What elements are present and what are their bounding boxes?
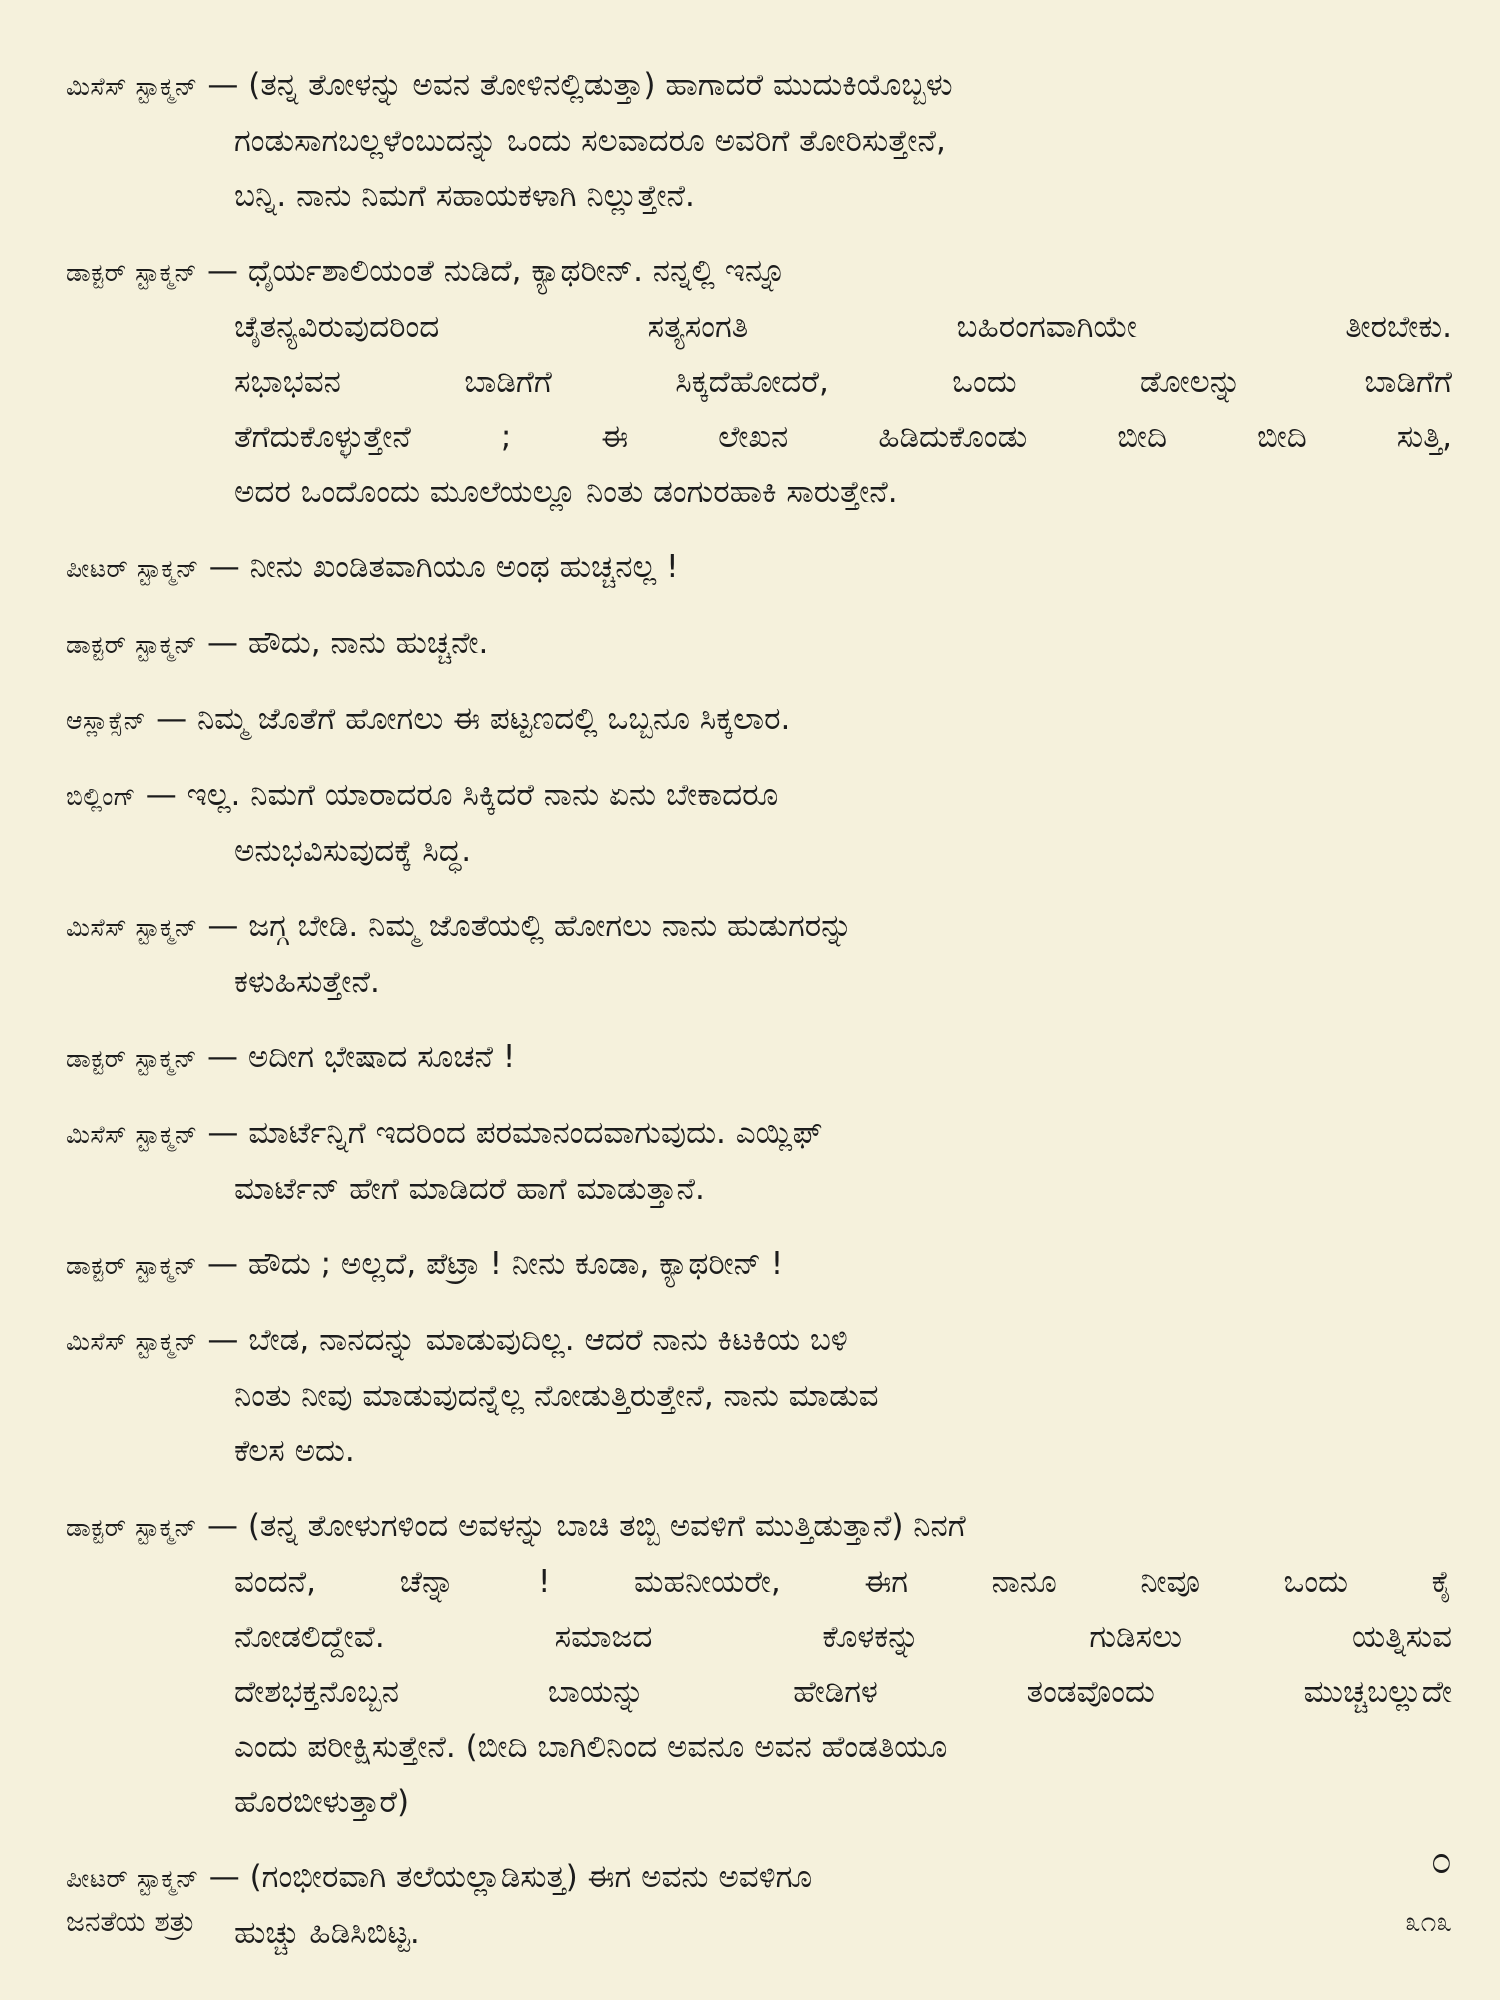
dialogue-first-line: [66, 1106, 1452, 1162]
speech-text: — (ತನ್ನ ತೋಳುಗಳಿಂದ ಅವಳನ್ನು ಬಾಚಿ ತಬ್ಬಿ ಅವಳಿಗೆ ಮುತ್ತಿಡುತ್ತಾನೆ) ನಿನಗೆ: [206, 1508, 966, 1544]
speaker-name: ಡಾಕ್ಟರ್ ಸ್ಟಾಕ್ಮನ್: [66, 1513, 198, 1542]
speech-continuation-line: ವಂದನೆ, ಚೆನ್ನಾ ! ಮಹನೀಯರೇ, ಈಗ ನಾನೂ ನೀವೂ ಒಂದು ಕೈ: [234, 1564, 1452, 1600]
speech-text: — (ತನ್ನ ತೋಳನ್ನು ಅವನ ತೋಳಿನಲ್ಲಿಡುತ್ತಾ) ಹಾಗಾದರೆ ಮುದುಕಿಯೊಬ್ಬಳು: [207, 67, 953, 103]
speech-text: — ನಿಮ್ಮ ಜೊತೆಗೆ ಹೋಗಲು ಈ ಪಟ್ಟಣದಲ್ಲಿ ಒಬ್ಬನೂ ಸಿಕ್ಕಲಾರ.: [156, 701, 791, 737]
speech-continuation-line: ಬನ್ನಿ. ನಾನು ನಿಮಗೆ ಸಹಾಯಕಳಾಗಿ ನಿಲ್ಲುತ್ತೇನೆ.: [234, 178, 695, 214]
speech-continuation-line: ಹುಚ್ಚು ಹಿಡಿಸಿಬಿಟ್ಟ.: [234, 1915, 420, 1951]
dialogue-first-line: [66, 1313, 1452, 1369]
speech-text: — ಹೌದು, ನಾನು ಹುಚ್ಚನೇ.: [206, 625, 489, 661]
speech-continuation-line: ಎಂದು ಪರೀಕ್ಷಿಸುತ್ತೇನೆ. (ಬೀದಿ ಬಾಗಿಲಿನಿಂದ ಅವನೂ ಅವನ ಹೆಂಡತಿಯೂ: [234, 1729, 948, 1765]
end-of-scene-mark: ೦: [1430, 1838, 1452, 1882]
speaker-name: ಡಾಕ್ಟರ್ ಸ್ಟಾಕ್ಮನ್: [66, 630, 198, 659]
speech-continuation-line: ಅದರ ಒಂದೊಂದು ಮೂಲೆಯಲ್ಲೂ ನಿಂತು ಡಂಗುರಹಾಕಿ ಸಾರುತ್ತೇನೆ.: [234, 474, 898, 510]
speaker-name: ಆಸ್ಲಾಕ್ಸೆನ್: [66, 706, 147, 735]
dialogue-entry: [66, 768, 1452, 879]
page-number: ೩೧೩: [1404, 1905, 1452, 1938]
dialogue-first-line: [66, 692, 1452, 748]
dialogue-entry: [66, 616, 1452, 672]
speech-text: — ಇಲ್ಲ. ನಿಮಗೆ ಯಾರಾದರೂ ಸಿಕ್ಕಿದರೆ ನಾನು ಏನು ಬೇಕಾದರೂ: [145, 777, 779, 813]
speech-continuation-line: ಕೆಲಸ ಅದು.: [234, 1433, 355, 1469]
speech-continuation-line: ನಿಂತು ನೀವು ಮಾಡುವುದನ್ನೆಲ್ಲ ನೋಡುತ್ತಿರುತ್ತೇನೆ, ನಾನು ಮಾಡುವ: [234, 1378, 879, 1414]
dialogue-first-line: [66, 1030, 1452, 1086]
speech-text: — ಜಗ್ಗ ಬೇಡಿ. ನಿಮ್ಮ ಜೊತೆಯಲ್ಲಿ ಹೋಗಲು ನಾನು ಹುಡುಗರನ್ನು: [207, 908, 853, 944]
speaker-name: ಮಿಸೆಸ್ ಸ್ಟಾಕ್ಮನ್: [66, 913, 198, 942]
speaker-name: ಪೀಟರ್ ಸ್ಟಾಕ್ಮನ್: [66, 554, 199, 583]
speaker-name: ಮಿಸೆಸ್ ಸ್ಟಾಕ್ಮನ್: [66, 72, 198, 101]
dialogue-entry: [66, 1237, 1452, 1293]
speech-text: — ಧೈರ್ಯಶಾಲಿಯಂತೆ ನುಡಿದೆ, ಕ್ಯಾಥರೀನ್. ನನ್ನಲ್ಲಿ ಇನ್ನೂ: [206, 253, 787, 289]
speech-continuation-line: ಸಭಾಭವನ ಬಾಡಿಗೆಗೆ ಸಿಕ್ಕದೆಹೋದರೆ, ಒಂದು ಡೋಲನ್ನು ಬಾಡಿಗೆಗೆ: [234, 364, 1452, 400]
speaker-name: ಬಿಲ್ಲಿಂಗ್: [66, 782, 136, 811]
dialogue-first-line: [66, 540, 1452, 596]
dialogue-first-line: [66, 1237, 1452, 1293]
speech-text: — ಮಾರ್ಟೆನ್ನಿಗೆ ಇದರಿಂದ ಪರಮಾನಂದವಾಗುವುದು. ಎಯ್ಲಿಫ್: [207, 1115, 823, 1151]
speech-text: — ನೀನು ಖಂಡಿತವಾಗಿಯೂ ಅಂಥ ಹುಚ್ಚನಲ್ಲ !: [208, 549, 679, 585]
speech-continuation-line: ಅನುಭವಿಸುವುದಕ್ಕೆ ಸಿದ್ಧ.: [234, 833, 472, 869]
speaker-name: ಮಿಸೆಸ್ ಸ್ಟಾಕ್ಮನ್: [66, 1327, 198, 1356]
play-dialogue: [66, 58, 1452, 1961]
dialogue-entry: [66, 540, 1452, 596]
speech-text: — ಹೌದು ; ಅಲ್ಲದೆ, ಪೆಟ್ರಾ ! ನೀನು ಕೂಡಾ, ಕ್ಯಾಥರೀನ್ !: [206, 1246, 784, 1282]
speech-continuation-line: ಹೊರಬೀಳುತ್ತಾರೆ): [234, 1784, 410, 1820]
speech-continuation-line: ಮಾರ್ಟೆನ್ ಹೇಗೆ ಮಾಡಿದರೆ ಹಾಗೆ ಮಾಡುತ್ತಾನೆ.: [234, 1171, 705, 1207]
speaker-name: ಮಿಸೆಸ್ ಸ್ಟಾಕ್ಮನ್: [66, 1120, 198, 1149]
dialogue-entry: [66, 1313, 1452, 1479]
speech-continuation-line: ಚೈತನ್ಯವಿರುವುದರಿಂದ ಸತ್ಯಸಂಗತಿ ಬಹಿರಂಗವಾಗಿಯೇ ತೀರಬೇಕು.: [234, 309, 1452, 345]
speaker-name: ಡಾಕ್ಟರ್ ಸ್ಟಾಕ್ಮನ್: [66, 1251, 198, 1280]
speaker-name: ಪೀಟರ್ ಸ್ಟಾಕ್ಮನ್: [66, 1864, 199, 1893]
dialogue-entry: [66, 1106, 1452, 1217]
speaker-name: ಡಾಕ್ಟರ್ ಸ್ಟಾಕ್ಮನ್: [66, 258, 198, 287]
speech-continuation-line: ಕಳುಹಿಸುತ್ತೇನೆ.: [234, 964, 380, 1000]
dialogue-entry: [66, 1030, 1452, 1086]
speech-text: — ಬೇಡ, ನಾನದನ್ನು ಮಾಡುವುದಿಲ್ಲ. ಆದರೆ ನಾನು ಕಿಟಕಿಯ ಬಳಿ: [207, 1322, 848, 1358]
dialogue-entry: [66, 692, 1452, 748]
dialogue-first-line: [66, 616, 1452, 672]
dialogue-first-line: [66, 244, 1452, 300]
speech-text: — ಅದೀಗ ಭೇಷಾದ ಸೂಚನೆ !: [206, 1039, 516, 1075]
speech-continuation-line: ದೇಶಭಕ್ತನೊಬ್ಬನ ಬಾಯನ್ನು ಹೇಡಿಗಳ ತಂಡವೊಂದು ಮುಚ್ಚಬಲ್ಲುದೇ: [234, 1674, 1452, 1710]
running-title: ಜನತೆಯ ಶತ್ರು: [66, 1905, 195, 1938]
speech-continuation-line: ಗಂಡುಸಾಗಬಲ್ಲಳೆಂಬುದನ್ನು ಒಂದು ಸಲವಾದರೂ ಅವರಿಗೆ ತೋರಿಸುತ್ತೇನೆ,: [234, 123, 946, 159]
dialogue-first-line: [66, 58, 1452, 114]
dialogue-first-line: [66, 1499, 1452, 1555]
dialogue-first-line: [66, 768, 1452, 824]
dialogue-entry: [66, 899, 1452, 1010]
dialogue-entry: [66, 1499, 1452, 1830]
dialogue-first-line: [66, 899, 1452, 955]
speech-text: — (ಗಂಭೀರವಾಗಿ ತಲೆಯಲ್ಲಾಡಿಸುತ್ತ) ಈಗ ಅವನು ಅವಳಿಗೂ: [208, 1859, 813, 1895]
dialogue-entry: [66, 58, 1452, 224]
speech-continuation-line: ನೋಡಲಿದ್ದೇವೆ. ಸಮಾಜದ ಕೊಳಕನ್ನು ಗುಡಿಸಲು ಯತ್ನಿಸುವ: [234, 1619, 1452, 1655]
dialogue-first-line: [66, 1850, 1452, 1906]
page-footer: [66, 1905, 1452, 1939]
dialogue-entry: [66, 244, 1452, 520]
speech-continuation-line: ತೆಗೆದುಕೊಳ್ಳುತ್ತೇನೆ ; ಈ ಲೇಖನ ಹಿಡಿದುಕೊಂಡು ಬೀದಿ ಬೀದಿ ಸುತ್ತಿ,: [234, 419, 1452, 455]
speaker-name: ಡಾಕ್ಟರ್ ಸ್ಟಾಕ್ಮನ್: [66, 1044, 198, 1073]
